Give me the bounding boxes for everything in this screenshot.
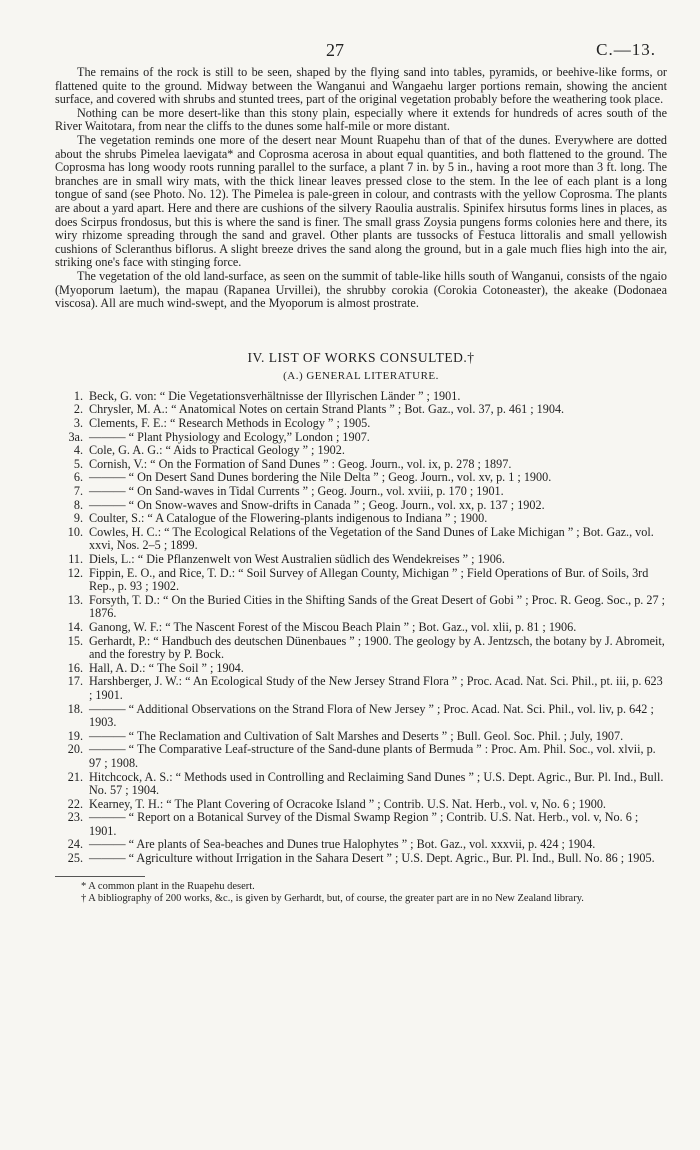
reference-item: [55, 703, 667, 730]
reference-item: [55, 730, 667, 744]
reference-item: [55, 431, 667, 445]
reference-text: ——— “ Agriculture without Irrigation in the Sahara Desert ” ; U.S. Dept. Agric., Bur. Pl. Ind., Bull. No. 86 ; 1905.: [89, 851, 655, 866]
reference-number: 17.: [67, 674, 83, 689]
reference-number: 18.: [67, 701, 83, 716]
reference-item: [55, 743, 667, 770]
reference-text: Cole, G. A. G.: “ Aids to Practical Geology ” ; 1902.: [89, 443, 345, 458]
reference-text: Kearney, T. H.: “ The Plant Covering of Ocracoke Island ” ; Contrib. U.S. Nat. Herb., vol. v, No. 6 ; 1900.: [89, 796, 606, 811]
reference-number: 12.: [67, 565, 83, 580]
reference-number: 14.: [67, 619, 83, 634]
reference-item: [55, 675, 667, 702]
reference-number: 21.: [67, 769, 83, 784]
reference-text: Cowles, H. C.: “ The Ecological Relations of the Vegetation of the Sand Dunes of Lake Michigan ” ; Bot. Gaz., vol. xxvi, Nos. 2–5 ; 1899.: [89, 524, 654, 553]
reference-text: Hitchcock, A. S.: “ Methods used in Controlling and Reclaiming Sand Dunes ” ; U.S. Dept. Agric., Bur. Pl. Ind., Bull. No. 57 ; 1904.: [89, 769, 664, 798]
reference-text: Diels, L.: “ Die Pflanzenwelt von West Australien südlich des Wendekreises ” ; 1906.: [89, 552, 505, 566]
reference-item: [55, 798, 667, 812]
reference-text: ——— “ Are plants of Sea-beaches and Dunes true Halophytes ” ; Bot. Gaz., vol. xxxvii, p. 424 ; 1904.: [89, 837, 596, 852]
reference-number: 8.: [73, 497, 83, 512]
reference-item: [55, 526, 667, 553]
reference-number: 5.: [73, 456, 83, 471]
reference-text: ——— “ The Reclamation and Cultivation of Salt Marshes and Deserts ” ; Bull. Geol. Soc. Phil. ; July, 1907.: [89, 728, 624, 743]
reference-text: ——— “ Additional Observations on the Strand Flora of New Jersey ” ; Proc. Acad. Nat. Sci. Phil., vol. liv, p. 642 ; 1903.: [89, 701, 654, 730]
reference-text: Coulter, S.: “ A Catalogue of the Flowering-plants indigenous to Indiana ” ; 1900.: [89, 511, 488, 526]
reference-text: Hall, A. D.: “ The Soil ” ; 1904.: [89, 660, 244, 675]
reference-item: [55, 444, 667, 458]
reference-item: [55, 594, 667, 621]
reference-number: 7.: [73, 484, 83, 499]
reference-text: Fippin, E. O., and Rice, T. D.: “ Soil Survey of Allegan County, Michigan ” ; Field Operations of Bur. of Soils, 3rd Rep., p. 93 ; 1902.: [89, 565, 649, 594]
reference-number: 3a.: [68, 429, 83, 444]
reference-number: 10.: [67, 524, 83, 539]
reference-item: [55, 458, 667, 472]
reference-text: Beck, G. von: “ Die Vegetationsverhältnisse der Illyrischen Länder ” ; 1901.: [89, 388, 461, 403]
reference-item: [55, 567, 667, 594]
reference-text: Forsyth, T. D.: “ On the Buried Cities in the Shifting Sands of the Great Desert of Gobi ” ; Proc. R. Geog. Soc., p. 27 ; 1876.: [89, 592, 666, 621]
reference-item: [55, 471, 667, 485]
reference-item: [55, 621, 667, 635]
reference-text: ——— “ On Snow-waves and Snow-drifts in Canada ” ; Geog. Journ., vol. xx, p. 137 ; 1902.: [89, 497, 545, 512]
reference-number: 19.: [67, 728, 83, 743]
paragraph: The vegetation of the old land-surface, as seen on the summit of table-like hills south of Wanganui, consists of the ngaio (Myoporum laetum), the mapau (Rapanea Urvillei), the shrubby corokia (Corokia Cotoneaster), the akeake (Dodonaea viscosa). All are much wind-swept, and the Myoporum is almost prostrate.: [55, 268, 667, 311]
body-text: [55, 66, 667, 905]
reference-number: 11.: [68, 552, 83, 566]
reference-item: [55, 403, 667, 417]
reference-item: [55, 852, 667, 866]
reference-text: Chrysler, M. A.: “ Anatomical Notes on certain Strand Plants ” ; Bot. Gaz., vol. 37, p. 461 ; 1904.: [89, 402, 565, 417]
reference-number: 22.: [67, 796, 83, 811]
reference-text: Clements, F. E.: “ Research Methods in Ecology ” ; 1905.: [89, 416, 371, 431]
paragraph: The remains of the rock is still to be seen, shaped by the flying sand into tables, pyramids, or beehive-like forms, or flattened quite to the ground. Midway between the Wanganui and Wangaehu larger portions remain, showing the ancient surface, and covered with shrubs and stunted trees, part of the original vegetation probably before the weathering took place.: [55, 65, 667, 107]
footnotes: [55, 881, 667, 905]
reference-item: [55, 662, 667, 676]
reference-item: [55, 811, 667, 838]
reference-number: 16.: [67, 660, 83, 675]
reference-item: [55, 635, 667, 662]
reference-number: 24.: [67, 837, 83, 852]
reference-text: ——— “ On Desert Sand Dunes bordering the Nile Delta ” ; Geog. Journ., vol. xv, p. 1 ; 1900.: [89, 470, 552, 485]
footnote-rule: [55, 876, 145, 877]
reference-text: Ganong, W. F.: “ The Nascent Forest of the Miscou Beach Plain ” ; Bot. Gaz., vol. xlii, p. 81 ; 1906.: [89, 619, 577, 634]
reference-list: [55, 390, 667, 866]
reference-item: [55, 390, 667, 404]
reference-number: 3.: [73, 416, 83, 431]
paragraph: Nothing can be more desert-like than this stony plain, especially where it extends for hundreds of acres south of the River Waitotara, from near the cliffs to the dunes some half-mile or more distant.: [55, 105, 667, 134]
reference-number: 9.: [73, 511, 83, 526]
reference-item: [55, 553, 667, 567]
reference-number: 6.: [73, 470, 83, 485]
reference-text: Gerhardt, P.: “ Handbuch des deutschen Dünenbaues ” ; 1900. The geology by A. Jentzsch, the botany by J. Abromeit, and the forestry by P. Bock.: [89, 633, 665, 662]
reference-number: 4.: [73, 443, 83, 458]
footnote: * A common plant in the Ruapehu desert.: [81, 880, 255, 892]
reference-number: 15.: [67, 633, 83, 648]
reference-number: 23.: [67, 810, 83, 825]
reference-text: ——— “ On Sand-waves in Tidal Currents ” ; Geog. Journ., vol. xviii, p. 170 ; 1901.: [89, 484, 504, 499]
reference-text: Cornish, V.: “ On the Formation of Sand Dunes ” : Geog. Journ., vol. ix, p. 278 ; 1897.: [89, 456, 512, 471]
reference-number: 25.: [67, 851, 83, 866]
reference-number: 2.: [73, 402, 83, 417]
reference-number: 1.: [73, 388, 83, 403]
subsection-title: (A.) GENERAL LITERATURE.: [283, 370, 439, 383]
reference-number: 13.: [67, 592, 83, 607]
reference-item: [55, 485, 667, 499]
reference-number: 20.: [67, 742, 83, 757]
section-title: IV. LIST OF WORKS CONSULTED.†: [247, 349, 475, 365]
reference-item: [55, 417, 667, 431]
page-number: 27: [326, 40, 344, 60]
reference-text: ——— “ Plant Physiology and Ecology,” London ; 1907.: [89, 429, 370, 444]
reference-item: [55, 838, 667, 852]
reference-item: [55, 512, 667, 526]
reference-item: [55, 499, 667, 513]
document-id: C.—13.: [596, 40, 656, 59]
reference-item: [55, 771, 667, 798]
reference-text: ——— “ The Comparative Leaf-structure of the Sand-dune plants of Bermuda ” : Proc. Am. Phil. Soc., vol. xlvii, p. 97 ; 1908.: [89, 742, 656, 770]
reference-text: Harshberger, J. W.: “ An Ecological Study of the New Jersey Strand Flora ” ; Proc. Acad. Nat. Sci. Phil., pt. iii, p. 623 ; 1901.: [89, 674, 663, 702]
reference-text: ——— “ Report on a Botanical Survey of the Dismal Swamp Region ” ; Contrib. U.S. Nat. Herb., vol. v, No. 6 ; 1901.: [89, 810, 639, 838]
paragraph: The vegetation reminds one more of the desert near Mount Ruapehu than of that of the dunes. Everywhere are dotted about the shrubs Pimelea laevigata* and Coprosma acerosa in about equal quantities, and both flattened to the ground. The Coprosma has long woody roots running parallel to the surface, a plant 7 in. by 5 in., having a root more than 3 ft. long. The branches are in small wiry mats, with the thick linear leaves pressed close to the stem. In the lee of each plant is a long tongue of sand (see Photo. No. 12). The Pimelea is pale-green in colour, and contrasts with the yellow Coprosma. The plants are about a yard apart. Here and there are cushions of the silvery Raoulia australis. Spinifex hirsutus forms lines in places, as does Scirpus frondosus, but this is where the sand is finer. The small grass Zoysia pungens forms colonies here and there, its wiry rhizome spreading through the sand and gravel. Other plants are tussocks of Festuca littoralis and small yellowish cushions of Scleranthus biflorus. A slight breeze drives the sand along the ground, but in a gale much flies high into the air, striking one's face with stinging force.: [55, 132, 667, 270]
footnote: † A bibliography of 200 works, &c., is given by Gerhardt, but, of course, the greater part are in no New Zealand library.: [81, 892, 584, 904]
